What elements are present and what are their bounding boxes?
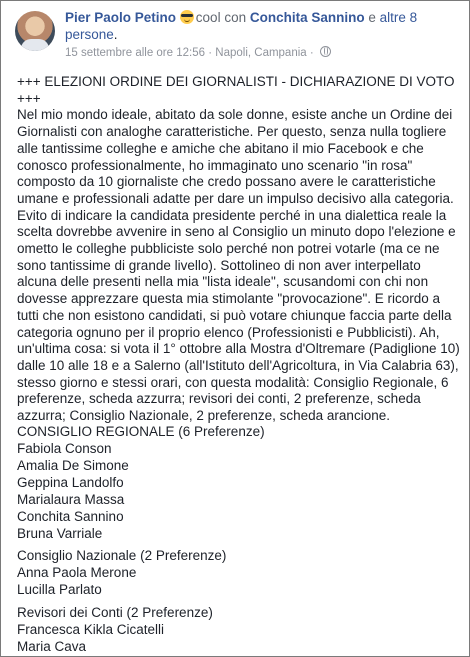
post-meta bbox=[65, 46, 331, 59]
joiner-text: e bbox=[368, 10, 376, 25]
list-item: Bruna Varriale bbox=[17, 526, 103, 541]
feeling-text: cool con bbox=[195, 10, 247, 25]
list-item: Lucilla Parlato bbox=[17, 582, 102, 597]
list-item: Geppina Landolfo bbox=[17, 475, 124, 490]
list-revisori bbox=[17, 604, 457, 655]
author-link[interactable]: Pier Paolo Petino bbox=[65, 10, 177, 25]
list-title: Consiglio Nazionale (2 Preferenze) bbox=[17, 548, 227, 563]
list-item: Francesca Kikla Cicatelli bbox=[17, 622, 165, 637]
list-regionale bbox=[17, 423, 457, 542]
tagged-person-link[interactable]: Conchita Sannino bbox=[249, 10, 365, 25]
meta-separator-2: · bbox=[309, 47, 314, 59]
post-body: +++ ELEZIONI ORDINE DEI GIORNALISTI - DICHIARAZIONE DI VOTO +++ Nel mio mondo ideale, abitato da sole donne, esiste anche un Ordine dei Giornalisti con analoghe caratteristiche. Per questo, senza nulla togliere alle tantissime colleghe e amiche che abitano il mio Facebook e che conosco professionalmente, ho immaginato uno scenario "in rosa" composto da 10 giornaliste che credo possano avere le caratteristiche umane e professionali adatte per dare un impulso decisivo alla categoria. Evito di indicare la candidata presidente perché in una dialettica reale la scelta dovrebbe avvenire in seno al Consiglio un minuto dopo l'elezione e ometto le colleghe pubbliciste solo perché non potrei votarle (ma ce ne sono tantissime di grande livello). Sottolineo di non aver interpellato alcuna delle presenti nella mia "lista ideale", scusandomi con chi non dovesse apprezzare questa mia stimolante "provocazione". E ricordo a tutti che non esistono candidati, si può votare chiunque faccia parte della categoria ognuno per il proprio elenco (Professionisti e Pubblicisti). Ah, un'ultima cosa: si vota il 1° ottobre alla Mostra d'Oltremare (Padiglione 10) dalle 10 alle 18 e a Salerno (all'Istituto dell'Agricoltura, in Via Calabria 63), stesso giorno e stessi orari, con questa modalità: Consiglio Regionale, 6 preferenze, scheda azzurra; revisori dei conti, 2 preferenze, scheda azzurra; Consiglio Nazionale, 2 preferenze, scheda arancione. bbox=[17, 74, 460, 424]
list-title: CONSIGLIO REGIONALE (6 Preferenze) bbox=[17, 424, 265, 439]
avatar[interactable] bbox=[15, 11, 55, 51]
list-item: Anna Paola Merone bbox=[17, 565, 137, 580]
timestamp-link[interactable]: 15 settembre alle ore 12:56 bbox=[65, 47, 206, 59]
cool-emoji-icon bbox=[180, 10, 194, 24]
list-item: Amalia De Simone bbox=[17, 458, 129, 473]
post-header bbox=[65, 9, 457, 43]
location-link[interactable]: Napoli, Campania bbox=[215, 47, 307, 59]
others-suffix: . bbox=[113, 27, 118, 42]
list-title: Revisori dei Conti (2 Preferenze) bbox=[17, 605, 213, 620]
list-item: Conchita Sannino bbox=[17, 509, 124, 524]
list-item: Fabiola Conson bbox=[17, 441, 112, 456]
list-item: Maria Cava bbox=[17, 639, 87, 654]
meta-separator: · bbox=[208, 47, 213, 59]
others-link[interactable]: altre 8 persone bbox=[65, 10, 418, 42]
list-item: Marialaura Massa bbox=[17, 492, 125, 507]
globe-icon[interactable] bbox=[320, 46, 331, 57]
list-nazionale bbox=[17, 547, 457, 598]
